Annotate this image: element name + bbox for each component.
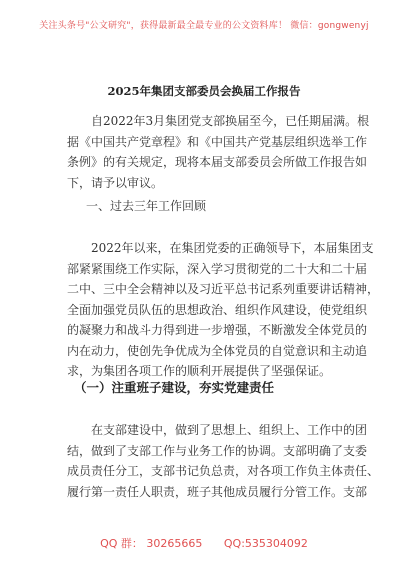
text-line: 在支部建设中，做到了思想上、组织上、工作中的团 xyxy=(91,423,368,437)
text-line: 履行第一责任人职责，班子其他成员履行分管工作。支部 xyxy=(67,484,368,499)
section-heading: 一、过去三年工作回顾 xyxy=(86,199,207,213)
text-line: 二中、三中全会精神以及习近平总书记系列重要讲话精神， xyxy=(67,282,380,296)
intro-paragraph xyxy=(67,111,370,193)
subsection-paragraph xyxy=(67,420,380,502)
text-line: 下，请予以审议。 xyxy=(67,175,164,190)
text-line: 全面加强党员队伍的思想政治、组织作风建设，使党组织 xyxy=(67,302,368,317)
text-line: 成员责任分工，支部书记负总责，对各项工作负主体责任、 xyxy=(67,464,380,478)
text-line: 2022年以来，在集团党委的正确领导下，本届集团支 xyxy=(91,241,374,255)
header-banner: 关注头条号"公文研究"，获得最新最全最专业的公文资料库！ 微信：gongwenyj xyxy=(39,21,369,31)
text-line: 条例》的有关规定，现将本届支部委员会所做工作报告如 xyxy=(67,155,368,169)
text-line: 结，做到了支部工作与业务工作的协调。支部明确了支委 xyxy=(67,443,368,458)
document-title: 2025年集团支部委员会换届工作报告 xyxy=(107,84,301,98)
text-line: 部紧紧围绕工作实际，深入学习贯彻党的二十大和二十届 xyxy=(67,261,368,276)
text-line: 自2022年3月集团党支部换届至今，已任期届满。根 xyxy=(91,114,370,128)
section-paragraph xyxy=(67,238,380,382)
text-line: 据《中国共产党章程》和《中国共产党基层组织选举工作 xyxy=(67,134,368,149)
qq-text: QQ:535304092 xyxy=(223,537,308,550)
subsection-heading: （一）注重班子建设，夯实党建责任 xyxy=(74,380,275,395)
footer-contact xyxy=(0,535,408,551)
text-line: 内在动力，使创先争优成为全体党员的自觉意识和主动追 xyxy=(67,343,368,358)
qq-group-text: QQ 群： 30265665 xyxy=(100,537,203,550)
text-line: 求，为集团各项工作的顺利开展提供了坚强保证。 xyxy=(67,364,332,378)
text-line: 的凝聚力和战斗力得到进一步增强，不断激发全体党员的 xyxy=(67,323,368,337)
